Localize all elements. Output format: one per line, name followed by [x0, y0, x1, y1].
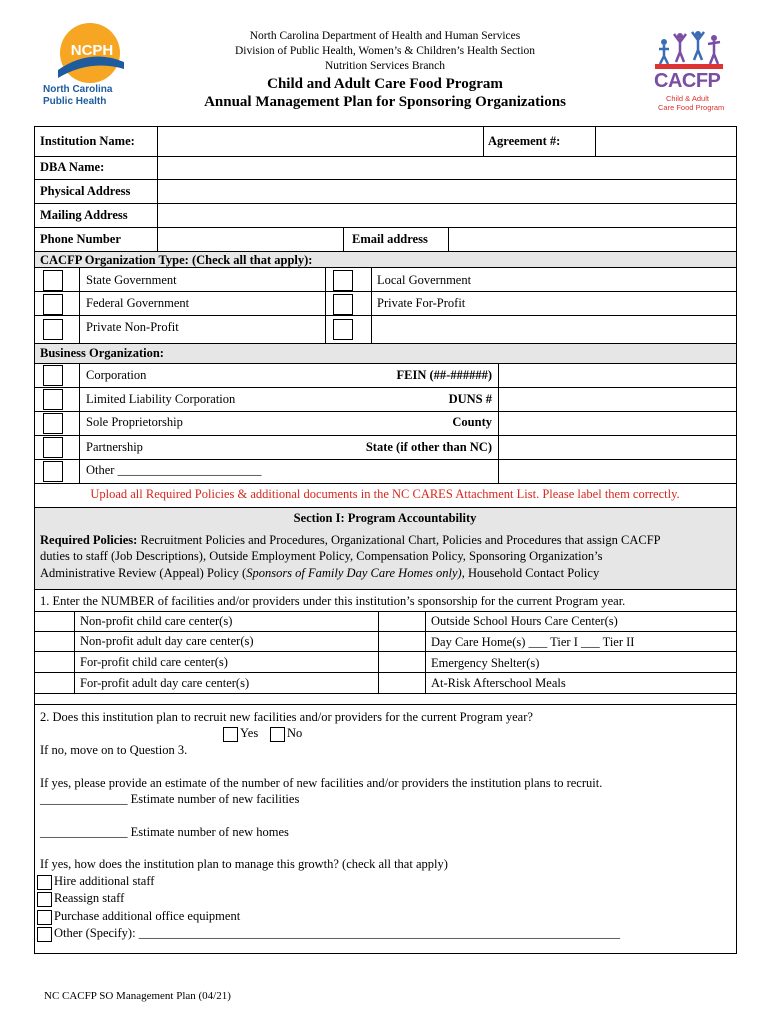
q2-manage-growth: If yes, how does the institution plan to manage this growth? (check all that apply)	[40, 857, 448, 871]
q2-if-no: If no, move on to Question 3.	[40, 743, 188, 757]
q1-left-item-1: Non-profit child care center(s)	[80, 614, 233, 628]
ncph-line-1: North Carolina	[43, 84, 113, 95]
growth-equipment-checkbox[interactable]	[37, 910, 52, 925]
checkbox-local-government[interactable]	[333, 270, 353, 291]
checkbox-corporation[interactable]	[43, 365, 63, 386]
q1-input-forprofit-adult[interactable]	[35, 673, 74, 693]
q1-input-at-risk[interactable]	[379, 673, 425, 693]
checkbox-other[interactable]	[43, 461, 63, 482]
q2-no-checkbox[interactable]	[270, 727, 285, 742]
business-corporation-label: Corporation	[86, 368, 147, 382]
q1-left-item-3: For-profit child care center(s)	[80, 655, 228, 669]
physical-address-label: Physical Address	[40, 184, 131, 198]
growth-equipment-label: Purchase additional office equipment	[54, 909, 241, 923]
ncph-abbrev: NCPH	[70, 42, 114, 59]
form-title: Child and Adult Care Food Program	[267, 76, 503, 92]
phone-field[interactable]	[158, 228, 343, 251]
business-heading: Business Organization:	[40, 346, 164, 360]
county-label: County	[452, 415, 492, 429]
business-sole-label: Sole Proprietorship	[86, 415, 183, 429]
growth-reassign-label: Reassign staff	[54, 891, 125, 905]
required-policies-text-1: Recruitment Policies and Procedures, Organizational Chart, Policies and Procedures that assign CACFP	[137, 533, 661, 547]
checkbox-org-blank[interactable]	[333, 319, 353, 340]
org-state-label: State Government	[86, 273, 177, 287]
agreement-label: Agreement #:	[488, 134, 561, 148]
q1-right-item-3: Emergency Shelter(s)	[431, 656, 540, 670]
org-local-label: Local Government	[377, 273, 472, 287]
email-field[interactable]	[449, 228, 736, 251]
state-field[interactable]	[499, 436, 736, 459]
agreement-field[interactable]	[596, 127, 736, 156]
q1-right-item-1: Outside School Hours Care Center(s)	[431, 614, 618, 628]
growth-other-checkbox[interactable]	[37, 927, 52, 942]
form-subtitle: Annual Management Plan for Sponsoring Organizations	[204, 94, 566, 110]
org-type-heading: CACFP Organization Type: (Check all that apply):	[40, 253, 313, 267]
checkbox-partnership[interactable]	[43, 437, 63, 458]
fein-label: FEIN (##-######)	[396, 368, 492, 382]
q1-input-day-care-home[interactable]	[379, 632, 425, 651]
county-field[interactable]	[499, 412, 736, 435]
q1-right-item-2: Day Care Home(s) ___ Tier I ___ Tier II	[431, 635, 635, 649]
mailing-address-label: Mailing Address	[40, 208, 128, 222]
q2-if-yes: If yes, please provide an estimate of the number of new facilities and/or providers the institution plans to recruit.	[40, 776, 603, 790]
dba-label: DBA Name:	[40, 160, 105, 174]
q2-estimate-facilities: ______________ Estimate number of new facilities	[40, 792, 300, 806]
checkbox-private-nonprofit[interactable]	[43, 319, 63, 340]
q1-input-emergency-shelter[interactable]	[379, 652, 425, 672]
q2-no-label: No	[287, 726, 303, 740]
org-private-nonprofit-label: Private Non-Profit	[86, 320, 179, 334]
q2-yes-label: Yes	[240, 726, 259, 740]
checkbox-llc[interactable]	[43, 389, 63, 410]
phone-label: Phone Number	[40, 232, 121, 246]
required-policies-line-3	[40, 566, 599, 581]
checkbox-sole-proprietorship[interactable]	[43, 413, 63, 434]
mailing-address-field[interactable]	[158, 204, 736, 227]
institution-name-label: Institution Name:	[40, 134, 135, 148]
upload-notice: Upload all Required Policies & additional documents in the NC CARES Attachment List. Please label them correctly.	[90, 487, 680, 501]
duns-field[interactable]	[499, 388, 736, 411]
checkbox-federal-government[interactable]	[43, 294, 63, 315]
org-private-profit-label: Private For-Profit	[377, 296, 466, 310]
business-other-label: Other _______________________	[86, 463, 262, 477]
checkbox-state-government[interactable]	[43, 270, 63, 291]
growth-hire-checkbox[interactable]	[37, 875, 52, 890]
question-1-text: 1. Enter the NUMBER of facilities and/or providers under this institution’s sponsorship for the current Program year.	[40, 594, 626, 608]
cacfp-line-1: Child & Adult	[666, 94, 709, 103]
required-policies-text-3b: Sponsors of Family Day Care Homes only)	[246, 566, 462, 580]
cacfp-people-icon	[650, 28, 730, 70]
growth-hire-label: Hire additional staff	[54, 874, 155, 888]
q1-right-item-4: At-Risk Afterschool Meals	[431, 676, 566, 690]
cacfp-logo	[650, 28, 730, 118]
required-policies-label: Required Policies:	[40, 533, 138, 547]
fein-field[interactable]	[499, 364, 736, 387]
org-federal-label: Federal Government	[86, 296, 190, 310]
business-llc-label: Limited Liability Corporation	[86, 392, 236, 406]
growth-other-label: Other (Specify): _____________________________________________________________________________	[54, 926, 620, 940]
q1-input-outside-school[interactable]	[379, 612, 425, 631]
cacfp-line-2: Care Food Program	[658, 103, 725, 112]
growth-reassign-checkbox[interactable]	[37, 892, 52, 907]
q2-estimate-homes: ______________ Estimate number of new homes	[40, 825, 289, 839]
cacfp-abbrev: CACFP	[654, 70, 721, 92]
duns-label: DUNS #	[448, 392, 492, 406]
state-label: State (if other than NC)	[365, 440, 492, 454]
q1-left-item-4: For-profit adult day care center(s)	[80, 676, 250, 690]
question-2-text: 2. Does this institution plan to recruit new facilities and/or providers for the current Program year?	[40, 710, 533, 724]
q1-input-nonprofit-child[interactable]	[35, 612, 74, 631]
section-1-heading: Section I: Program Accountability	[293, 511, 477, 525]
required-policies-text-3c: , Household Contact Policy	[461, 566, 600, 580]
required-policies-line-2: duties to staff (Job Descriptions), Outside Employment Policy, Compensation Policy, Sponsoring Organization’s	[40, 549, 603, 563]
header-line-1: North Carolina Department of Health and Human Services	[249, 30, 521, 42]
checkbox-private-for-profit[interactable]	[333, 294, 353, 315]
dba-field[interactable]	[158, 157, 736, 179]
ncph-line-2: Public Health	[43, 96, 107, 107]
q1-input-nonprofit-adult[interactable]	[35, 632, 74, 651]
q1-left-item-2: Non-profit adult day care center(s)	[80, 634, 254, 648]
required-policies-text-3a: Administrative Review (Appeal) Policy (	[40, 566, 247, 580]
q1-input-forprofit-child[interactable]	[35, 652, 74, 672]
business-partnership-label: Partnership	[86, 440, 143, 454]
header-line-2: Division of Public Health, Women’s & Children’s Health Section	[234, 45, 536, 57]
ncph-logo	[40, 22, 130, 112]
required-policies-line-1	[40, 533, 661, 548]
email-label: Email address	[352, 232, 428, 246]
q2-yes-checkbox[interactable]	[223, 727, 238, 742]
footer-text: NC CACFP SO Management Plan (04/21)	[44, 990, 231, 1002]
physical-address-field[interactable]	[158, 180, 736, 203]
institution-name-field[interactable]	[158, 127, 483, 156]
header-line-3: Nutrition Services Branch	[324, 60, 446, 72]
